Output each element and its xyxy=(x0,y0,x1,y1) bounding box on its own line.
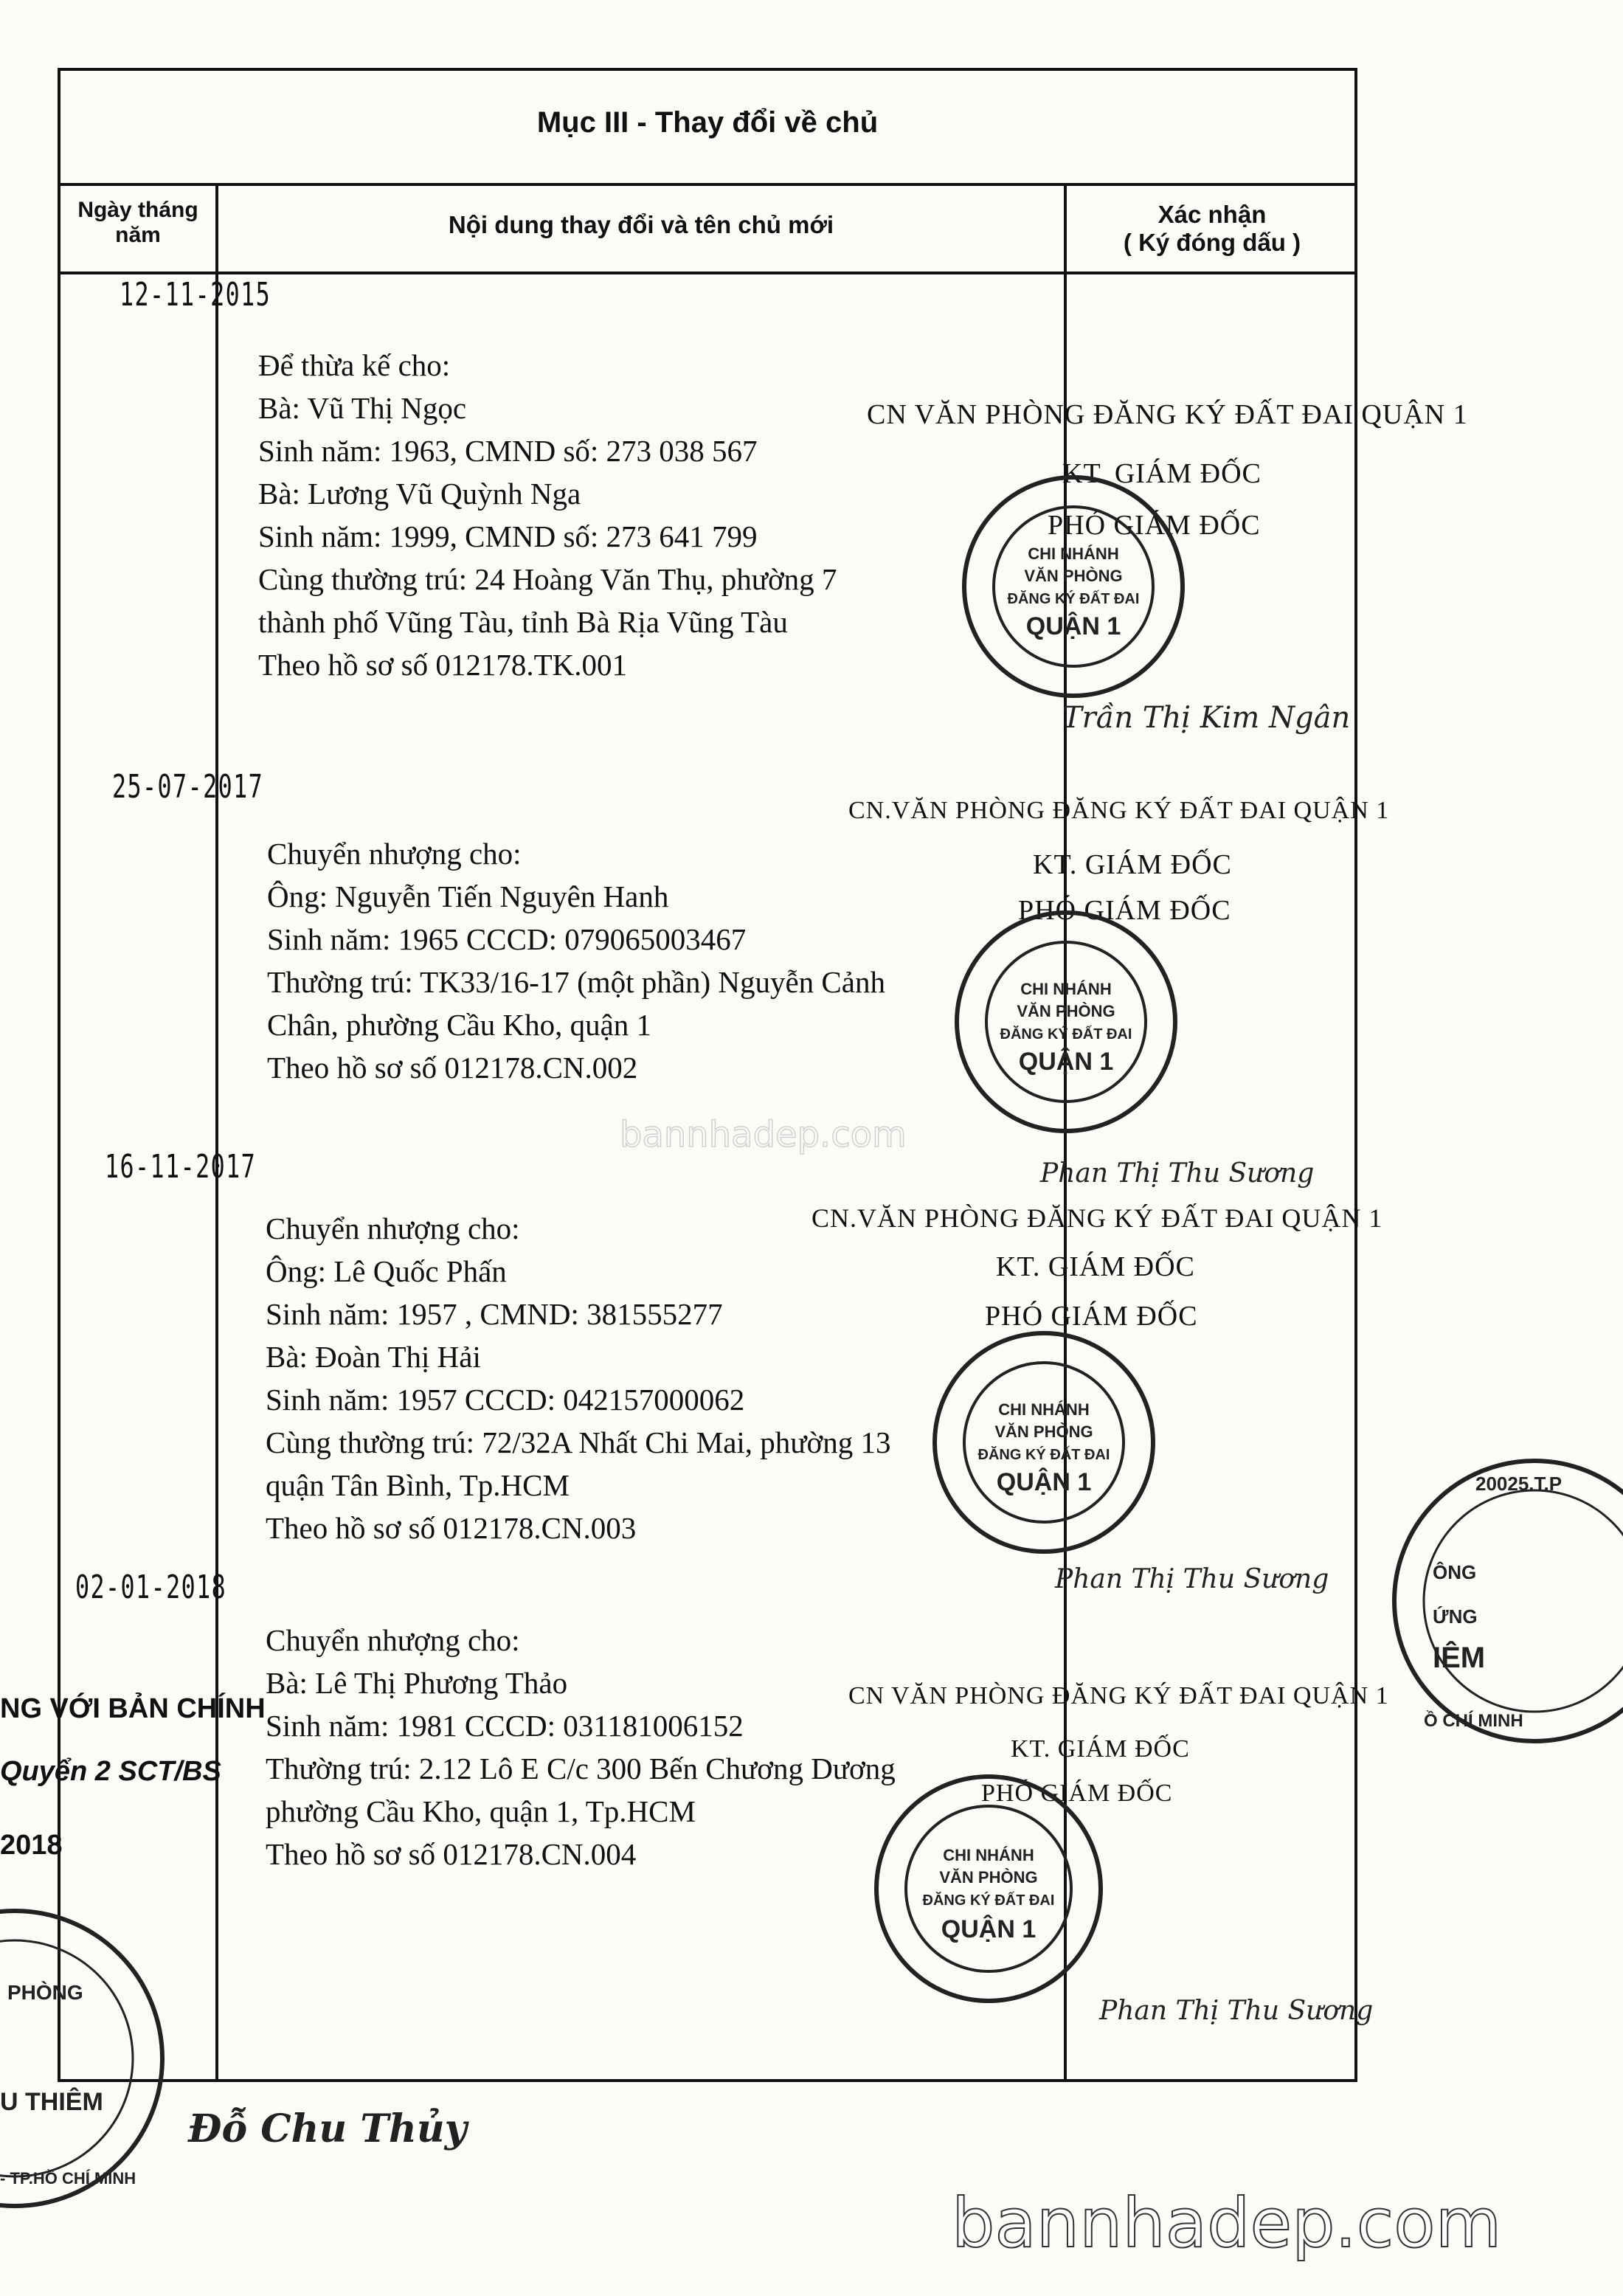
confirm-office: CN.VĂN PHÒNG ĐĂNG KÝ ĐẤT ĐAI QUẬN 1 xyxy=(848,797,1390,824)
entry-line: Chuyển nhượng cho: xyxy=(266,1623,520,1657)
official-stamp xyxy=(952,907,1180,1136)
stamp-line: - TP.HỒ CHÍ MINH xyxy=(0,2169,136,2188)
confirm-title: PHÓ GIÁM ĐỐC xyxy=(985,1301,1198,1332)
entry-line: Theo hồ sơ số 012178.CN.002 xyxy=(267,1051,638,1085)
entry-line: Theo hồ sơ số 012178.CN.004 xyxy=(266,1837,637,1871)
confirm-title: KT. GIÁM ĐỐC xyxy=(1062,458,1262,489)
confirm-title: PHÓ GIÁM ĐỐC xyxy=(1048,510,1261,541)
stamp-line: VĂN PHÒNG xyxy=(939,1868,1038,1887)
column-header-date: Ngày tháng năm xyxy=(77,198,198,247)
confirm-title: KT. GIÁM ĐỐC xyxy=(1033,849,1232,880)
date-column-divider xyxy=(215,183,218,2079)
entry-date: 02-01-2018 xyxy=(75,1569,227,1606)
entry-line: quận Tân Bình, Tp.HCM xyxy=(266,1468,570,1502)
stamp-line: CHI NHÁNH xyxy=(1028,544,1119,563)
entry-line: Ông: Nguyễn Tiến Nguyên Hanh xyxy=(267,879,669,913)
column-header-confirm xyxy=(1067,201,1357,257)
entry-line: Sinh năm: 1957 CCCD: 042157000062 xyxy=(266,1383,745,1417)
official-stamp xyxy=(959,472,1188,701)
stamp-line: CHI NHÁNH xyxy=(998,1400,1090,1419)
certified-copy-note: NG VỚI BẢN CHÍNH xyxy=(0,1693,266,1724)
confirm-title: PHÓ GIÁM ĐỐC xyxy=(1018,895,1231,926)
stamp-line: ĐĂNG KÝ ĐẤT ĐAI xyxy=(1007,591,1140,607)
signer-signature: Trần Thị Kim Ngân xyxy=(1062,701,1351,735)
official-stamp xyxy=(871,1771,1107,2007)
entry-line: Chuyển nhượng cho: xyxy=(267,837,522,871)
stamp-line: Ồ CHÍ MINH xyxy=(1424,1711,1523,1731)
notary-stamp-left xyxy=(0,1889,170,2213)
confirm-title: PHÓ GIÁM ĐỐC xyxy=(981,1780,1173,1807)
entry-line: Bà: Lương Vũ Quỳnh Nga xyxy=(258,477,581,511)
official-stamp xyxy=(930,1328,1158,1557)
notary-stamp-right xyxy=(1387,1446,1623,1756)
stamp-line: QUẬN 1 xyxy=(996,1468,1092,1496)
entry-date: 12-11-2015 xyxy=(120,276,271,314)
watermark-footer: bannhadep.com xyxy=(952,2184,1502,2263)
entry-line: Theo hồ sơ số 012178.CN.003 xyxy=(266,1511,637,1545)
notary-signature: Đỗ Chu Thủy xyxy=(188,2106,467,2151)
stamp-line: ĐĂNG KÝ ĐẤT ĐAI xyxy=(1000,1026,1132,1042)
stamp-line: ĐĂNG KÝ ĐẤT ĐAI xyxy=(977,1447,1110,1463)
entry-date: 16-11-2017 xyxy=(105,1148,257,1186)
entry-line: Bà: Lê Thị Phương Thảo xyxy=(266,1666,568,1700)
stamp-line: 20025.T.P xyxy=(1475,1473,1563,1495)
stamp-line: ĐĂNG KÝ ĐẤT ĐAI xyxy=(922,1892,1055,1909)
stamp-line: VĂN PHÒNG xyxy=(994,1422,1093,1441)
stamp-line: ÔNG xyxy=(1433,1561,1477,1583)
entry-line: Bà: Vũ Thị Ngọc xyxy=(258,391,467,425)
stamp-line: VĂN PHÒNG xyxy=(1024,567,1123,585)
entry-line: Thường trú: 2.12 Lô E C/c 300 Bến Chương Dương xyxy=(266,1752,896,1785)
stamp-line: IÊM xyxy=(1433,1642,1486,1674)
confirm-office: CN.VĂN PHÒNG ĐĂNG KÝ ĐẤT ĐAI QUẬN 1 xyxy=(812,1203,1383,1233)
entry-date: 25-07-2017 xyxy=(112,768,264,806)
entry-line: Để thừa kế cho: xyxy=(258,348,451,382)
column-header-content: Nội dung thay đổi và tên chủ mới xyxy=(448,211,834,238)
confirm-office: CN VĂN PHÒNG ĐĂNG KÝ ĐẤT ĐAI QUẬN 1 xyxy=(848,1682,1389,1709)
entry-line: phường Cầu Kho, quận 1, Tp.HCM xyxy=(266,1794,696,1828)
signer-signature: Phan Thị Thu Sương xyxy=(1099,1996,1374,2026)
certified-copy-year: 2018 xyxy=(0,1830,63,1861)
stamp-line: QUẬN 1 xyxy=(1018,1048,1114,1076)
section-title: Mục III - Thay đổi về chủ xyxy=(536,106,879,139)
confirm-title: KT. GIÁM ĐỐC xyxy=(996,1251,1195,1282)
stamp-line: VĂN PHÒNG xyxy=(1017,1002,1115,1020)
entry-line: Cùng thường trú: 72/32A Nhất Chi Mai, phường 13 xyxy=(266,1425,891,1459)
header-divider xyxy=(60,272,1354,274)
signer-signature: Phan Thị Thu Sương xyxy=(1055,1564,1329,1594)
signer-signature: Phan Thị Thu Sương xyxy=(1040,1158,1315,1189)
entry-line: Sinh năm: 1981 CCCD: 031181006152 xyxy=(266,1709,744,1743)
entry-line: Sinh năm: 1965 CCCD: 079065003467 xyxy=(267,922,747,956)
entry-line: Theo hồ sơ số 012178.TK.001 xyxy=(258,648,627,682)
entry-line: Sinh năm: 1957 , CMND: 381555277 xyxy=(266,1297,723,1331)
certified-copy-book: Quyển 2 SCT/BS xyxy=(0,1756,221,1787)
entry-line: Cùng thường trú: 24 Hoàng Văn Thụ, phường 7 xyxy=(258,562,837,596)
confirm-header-line2: ( Ký đóng dấu ) xyxy=(1123,229,1301,256)
entry-line: Sinh năm: 1999, CMND số: 273 641 799 xyxy=(258,519,758,553)
entry-content xyxy=(258,344,1070,686)
watermark-center: bannhadep.com xyxy=(620,1114,907,1155)
stamp-line: QUẬN 1 xyxy=(941,1915,1037,1943)
entry-line: Chân, phường Cầu Kho, quận 1 xyxy=(267,1008,652,1042)
title-divider xyxy=(60,183,1354,186)
stamp-line: QUẬN 1 xyxy=(1025,612,1121,640)
stamp-line: PHÒNG xyxy=(7,1981,83,2004)
entry-line: thành phố Vũng Tàu, tỉnh Bà Rịa Vũng Tàu xyxy=(258,605,788,639)
confirm-header-line1: Xác nhận xyxy=(1157,201,1267,228)
confirm-title: KT. GIÁM ĐỐC xyxy=(1011,1735,1190,1763)
entry-line: Sinh năm: 1963, CMND số: 273 038 567 xyxy=(258,434,758,468)
entry-line: Thường trú: TK33/16-17 (một phần) Nguyễn Cảnh xyxy=(267,965,885,999)
entry-line: Chuyển nhượng cho: xyxy=(266,1211,520,1245)
entry-line: Bà: Đoàn Thị Hải xyxy=(266,1340,481,1374)
stamp-line: CHI NHÁNH xyxy=(943,1846,1034,1864)
stamp-line: U THIÊM xyxy=(0,2088,103,2116)
entry-line: Ông: Lê Quốc Phấn xyxy=(266,1254,507,1288)
confirm-office: CN VĂN PHÒNG ĐĂNG KÝ ĐẤT ĐAI QUẬN 1 xyxy=(867,399,1468,430)
stamp-line: CHI NHÁNH xyxy=(1020,980,1112,998)
stamp-line: ỨNG xyxy=(1433,1605,1478,1628)
